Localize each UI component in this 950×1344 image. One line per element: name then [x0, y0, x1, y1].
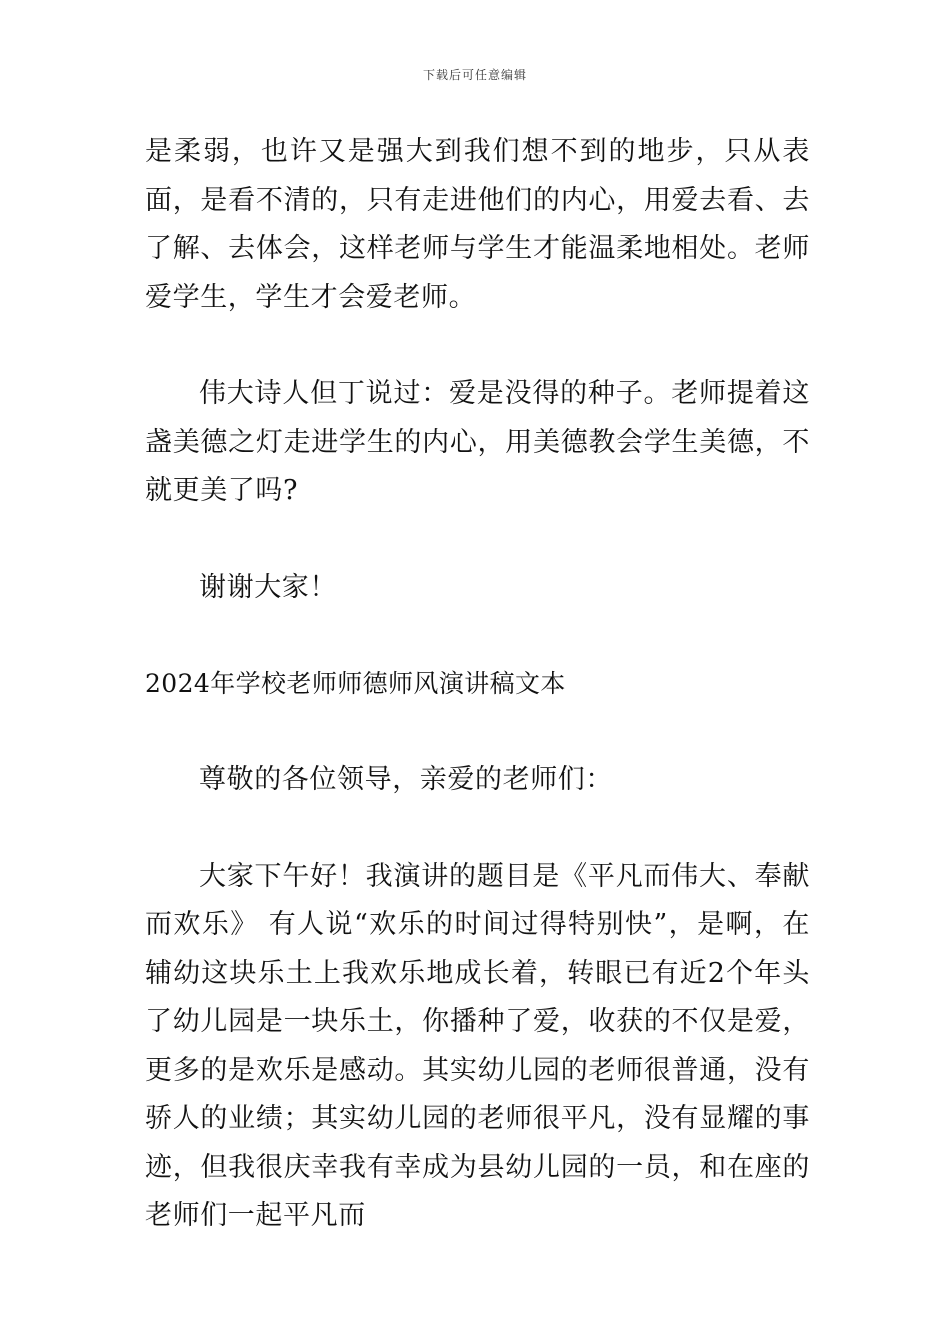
paragraph-greeting: 尊敬的各位领导，亲爱的老师们： — [199, 764, 613, 795]
paragraph-gap — [145, 612, 810, 660]
document-body — [145, 128, 810, 1241]
speech-title: 2024年学校老师师德师风演讲稿文本 — [145, 669, 566, 698]
paragraph-gap — [145, 322, 810, 370]
paragraph-dante-quote: 伟大诗人但丁说过：爱是没得的种子。老师提着这盏美德之灯走进学生的内心，用美德教会学生美德，不就更美了吗? — [145, 378, 810, 506]
paragraph-thanks: 谢谢大家！ — [199, 571, 337, 603]
paragraph-speech-body: 大家下午好！我演讲的题目是《平凡而伟大、奉献而欢乐》 有人说“欢乐的时间过得特别快”，是啊，在辅幼这块乐土上我欢乐地成长着，转眼已有近2个年头了幼儿园是一块乐土，你播种了爱，收获的不仅是爱，更多的是欢乐是感动。其实幼儿园的老师很普通，没有骄人的业绩；其实幼儿园的老师很平凡，没有显耀的事迹，但我很庆幸我有幸成为县幼儿园的一员，和在座的老师们一起平凡而 — [145, 860, 810, 1231]
paragraph-gap — [145, 805, 810, 853]
paragraph-continuation: 是柔弱，也许又是强大到我们想不到的地步，只从表面，是看不清的，只有走进他们的内心，用爱去看、去了解、去体会，这样老师与学生才能温柔地相处。老师爱学生，学生才会爱老师。 — [145, 136, 810, 313]
page-header-note: 下载后可任意编辑 — [422, 68, 527, 82]
paragraph-gap — [145, 516, 810, 564]
paragraph-gap — [145, 708, 810, 756]
